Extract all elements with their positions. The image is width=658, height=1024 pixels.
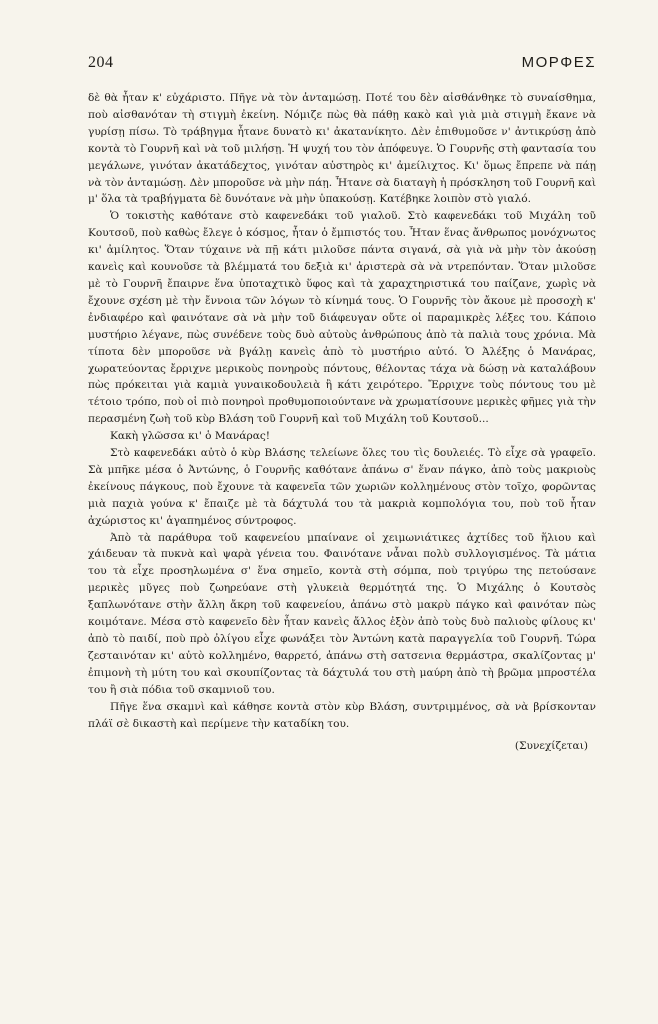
paragraph: δὲ θὰ ἦταν κ' εὐχάριστο. Πῆγε νὰ τὸν ἀνταμώσῃ. Ποτέ του δὲν αἰσθάνθηκε τὸ συναίσθημα, ποὺ αἰσθανόταν τὴ στιγμὴ ἐκείνη. Νόμιζε πὼς θὰ πάθῃ κακὸ καὶ γιὰ μιὰ στιγμὴ ἔκανε νὰ γυρίσῃ πίσω. Τὸ τράβηγμα ἦτανε δυνατὸ κι' ἀκατανίκητο. Δὲν ἐπιθυμοῦσε ν' ἀντικρύσῃ ἀπὸ κοντὰ τὸ Γουρνῆ καὶ νὰ τοῦ μιλήσῃ. Ἡ ψυχή του τὸν ἀπόφευγε. Ὁ Γουρνῆς στὴ φαντασία του μεγάλωνε, γινόταν ἀκατάδεχτος, γινόταν αὐστηρὸς κι' ἀμείλιχτος. Κι' ὅμως ἔπρεπε νὰ πάῃ νὰ τὸν ἀνταμώσῃ. Δὲν μποροῦσε νὰ μὴν πάῃ. Ἦτανε σὰ διαταγὴ ἡ πρόσκληση τοῦ Γουρνῆ καὶ μ' ὅλα τὰ τραβήγματα δὲ δυνότανε νὰ μὴν ὑπακούσῃ. Κατέβηκε λοιπὸν στὸ γιαλό. [88, 92, 596, 206]
paragraph: Ἀπὸ τὰ παράθυρα τοῦ καφενείου μπαίνανε οἱ χειμωνιάτικες ἀχτίδες τοῦ ἥλιου καὶ χάιδευαν τὰ πυκνὰ καὶ ψαρὰ γένεια του. Φαινότανε νἆναι πολὺ συλλογισμένος. Τὰ μάτια του τὰ εἶχε προσηλωμένα σ' ἕνα σημεῖο, κοντὰ στὴ σόμπα, ποὺ τριγύρω της πετούσανε μερικὲς μῦγες ποὺ ζωηρεύανε στὴ γλυκειὰ θερμότητά της. Ὁ Μιχάλης ὁ Κουτσὸς ξαπλωνότανε στὴν ἄλλη ἄκρη τοῦ καφενείου, ἀπάνω στὸ μακρὺ πάγκο καὶ φαινόταν πὼς κοιμότανε. Μέσα στὸ καφενεῖο δὲν ἦταν κανεὶς ἄλλος ἐξὸν ἀπὸ τοὺς δυὸ παλιοὺς φίλους κι' ἀπὸ τὸ παιδί, ποὺ πρὸ ὀλίγου εἶχε φωνάξει τὸν Ἀντώνη κατὰ παραγγελία τοῦ Γουρνῆ. Τώρα ζεσταινόταν κι' αὐτὸ κολλημένο, θαρρετό, ἀπάνω στὴ σατσενια θερμάστρα, σκαλίζοντας μ' ἐπιμονὴ τὴ μύτη του καὶ σκουπίζοντας τὰ δάχτυλά του στὴ μαύρη ἀπὸ τὴ βρῶμα μπροστέλα του ἢ σιὰ πόδια τοῦ σκαμνιοῦ του. [88, 531, 596, 696]
running-head [88, 54, 596, 82]
page-number: 204 [88, 54, 114, 71]
paragraph: Πῆγε ἕνα σκαμνὶ καὶ κάθησε κοντὰ στὸν κὺρ Βλάση, συντριμμένος, σὰ νὰ βρίσκονταν πλάϊ σὲ δικαστὴ καὶ περίμενε τὴν καταδίκη του. [88, 700, 596, 730]
journal-title: ΜΟΡΦΕΣ [521, 54, 596, 71]
continued-note: (Συνεχίζεται) [514, 740, 588, 753]
paragraph: Κακὴ γλῶσσα κι' ὁ Μανάρας! [110, 430, 271, 443]
paragraph: Στὸ καφενεδάκι αὐτὸ ὁ κὺρ Βλάσης τελείωνε ὅλες του τὶς δουλειές. Τὸ εἶχε σὰ γραφεῖο. Σὰ μπῆκε μέσα ὁ Ἀντώνης, ὁ Γουρνῆς καθότανε ἀπάνω σ' ἕναν πάγκο, ἀπὸ τοὺς μακριοὺς ἐκείνους πάγκους, ποὺ ἔχουνε τὰ καφενεῖα τῶν χωριῶν κολλημένους στὸν τοῖχο, φορῶντας μιὰ παχιὰ γούνα κ' ἔπαιζε μὲ τὰ δάχτυλά του τὰ μακριὰ κομπολόγια του, ποὺ τοῦ ἦταν ἀχώριστος κι' ἀγαπημένος σύντροφος. [88, 447, 596, 527]
paragraph: Ὁ τοκιστὴς καθότανε στὸ καφενεδάκι τοῦ γιαλοῦ. Στὸ καφενεδάκι τοῦ Μιχάλη τοῦ Κουτσοῦ, ποὺ καθὼς ἔλεγε ὁ κόσμος, ἦταν ὁ ἔμπιστός του. Ἦταν ἕνας ἄνθρωπος μονόχνωτος κι' ἀμίλητος. Ὅταν τύχαινε νὰ πῇ κάτι μιλοῦσε πάντα σιγανά, σὰ γιὰ νὰ μὴν τὸν ἀκούσῃ κανεὶς καὶ κουνοῦσε τὰ βλέμματά του δεξιὰ κι' ἀριστερὰ σὰ νὰ ντρεπόνταν. Ὅταν μιλοῦσε μὲ τὸ Γουρνῆ ἔπαιρνε ἕνα ὑποταχτικὸ ὕφος καὶ τὰ χαραχτηριστικά του παίζανε, χωρὶς νὰ ἔχουνε σχέση μὲ τὴν ἔννοια τῶν λόγων τὸ κίνημά τους. Ὁ Γουρνῆς τὸν ἄκουε μὲ προσοχὴ κ' ἐνδιαφέρο καὶ φαινότανε σὰ νὰ μὴν τοῦ διάφευγαν οὔτε οἱ παραμικρὲς λέξες του. Κάποιο μυστήριο λέγανε, πὼς συνέδενε τοὺς δυὸ αὐτοὺς ἀνθρώπους ἀπὸ τὰ παλιὰ τους χρόνια. Μὰ τίποτα δὲν μποροῦσε νὰ βγάλῃ κανεὶς ἀπὸ τὸ μυστήριο αὐτό. Ὁ Ἀλέξης ὁ Μανάρας, χωρατεύοντας ἔρριχνε μερικοὺς πονηροὺς πόντους, θέλοντας τάχα νὰ δώσῃ νὰ καταλάβουν πὼς πρόκειται γιὰ καμιὰ γυναικοδουλειὰ ἢ κάτι χειρότερο. Ἔρριχνε τοὺς πόντους του μὲ τέτοιο τρόπο, ποὺ οἱ πιὸ πονηροὶ προθυμοποιούντανε νὰ χρωματίσουνε μερικὲς φῆμες γιὰ τὴν περασμένη ζωὴ τοῦ κὺρ Βλάση τοῦ Γουρνῆ καὶ τοῦ Μιχάλη τοῦ Κουτσοῦ... [88, 210, 597, 426]
text-body [88, 90, 596, 755]
